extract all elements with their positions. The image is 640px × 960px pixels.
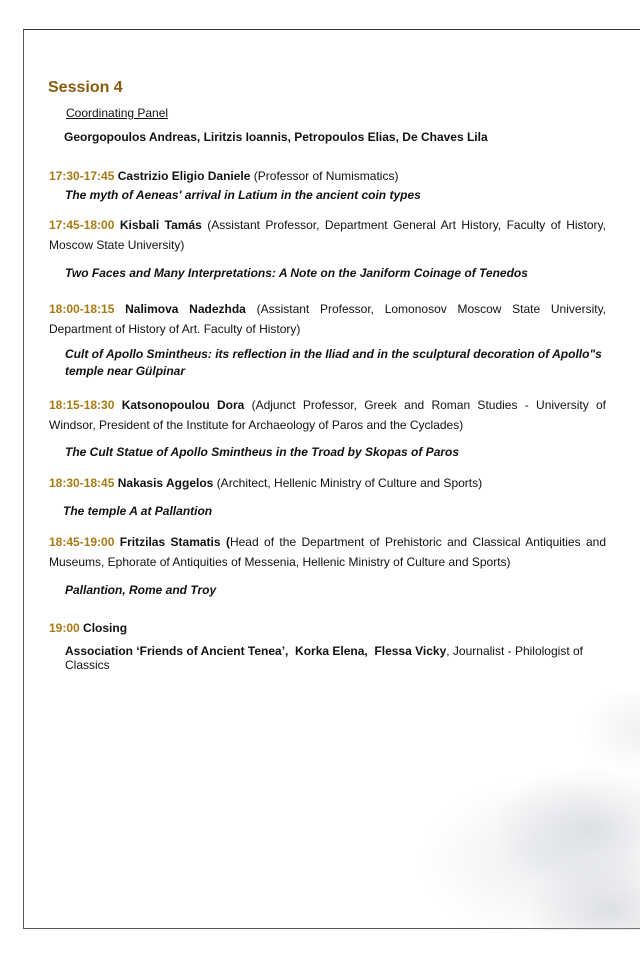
talk-title: The temple A at Pallantion [63,504,213,518]
talk-title: The Cult Statue of Apollo Smintheus in the Troad by Skopas of Paros [65,445,460,459]
speaker-name: Kisbali Tamás [119,218,202,232]
programme-entry [49,473,606,493]
closing-label: Closing [83,621,128,635]
speaker-affiliation: (Assistant Professor, Department General Art History, Faculty of History, Moscow State University) [49,218,606,252]
programme-entry [49,299,606,339]
speaker-affiliation: (Architect, Hellenic Ministry of Culture and Sports) [216,476,483,490]
closing-person-1: Korka Elena, [295,644,368,658]
entry-time: 17:30-17:45 [49,169,115,183]
speaker-affiliation: (Professor of Numismatics) [253,169,399,183]
speaker-name: Castrizio Eligio Daniele [117,169,251,183]
coordinating-panel-names: Georgopoulos Andreas, Liritzis Ioannis, Petropoulos Elias, De Chaves Lila [64,130,488,144]
entry-time: 18:45-19:00 [49,535,115,549]
programme-entry [49,166,606,186]
speaker-name: Nakasis Aggelos [117,476,214,490]
background-cloud-decoration [360,690,640,930]
closing-participants [65,644,610,672]
speaker-affiliation: (Adjunct Professor, Greek and Roman Studies - University of Windsor, President of the Institute for Archaeology of Paros and the Cyclades) [49,398,606,432]
talk-title: Two Faces and Many Interpretations: A Note on the Janiform Coinage of Tenedos [65,266,528,280]
coordinating-panel-label: Coordinating Panel [66,106,169,120]
talk-title: The myth of Aeneas' arrival in Latium in the ancient coin types [65,188,421,202]
talk-title: Pallantion, Rome and Troy [65,583,217,597]
speaker-affiliation: (Assistant Professor, Lomonosov Moscow State University, Department of History of Art. Faculty of History) [49,302,607,336]
entry-time: 18:30-18:45 [49,476,115,490]
closing-person-2: Flessa Vicky [374,644,447,658]
entry-time: 18:15-18:30 [49,398,115,412]
programme-entry [49,532,606,572]
closing-organization: Association ‘Friends of Ancient Tenea’, [65,644,289,658]
talk-title: Cult of Apollo Smintheus: its reflection in the Iliad and in the sculptural decoration of Apollo"s temple near Gülpinar [65,347,602,378]
speaker-name: Fritzilas Stamatis ( [119,535,230,549]
speaker-affiliation: Head of the Department of Prehistoric and Classical Antiquities and Museums, Ephorate of Antiquities of Messenia, Hellenic Ministry of Culture and Sports) [49,535,607,569]
entry-time: 17:45-18:00 [49,218,115,232]
session-title: Session 4 [48,79,123,96]
speaker-name: Katsonopoulou Dora [121,398,245,412]
entry-time: 18:00-18:15 [49,302,115,316]
closing-entry [49,618,606,638]
closing-role: , Journalist - Philologist of Classics [65,644,583,672]
speaker-name: Nalimova Nadezhda [125,302,246,316]
programme-entry [49,395,606,435]
programme-entry [49,215,606,255]
closing-time: 19:00 [49,621,80,635]
